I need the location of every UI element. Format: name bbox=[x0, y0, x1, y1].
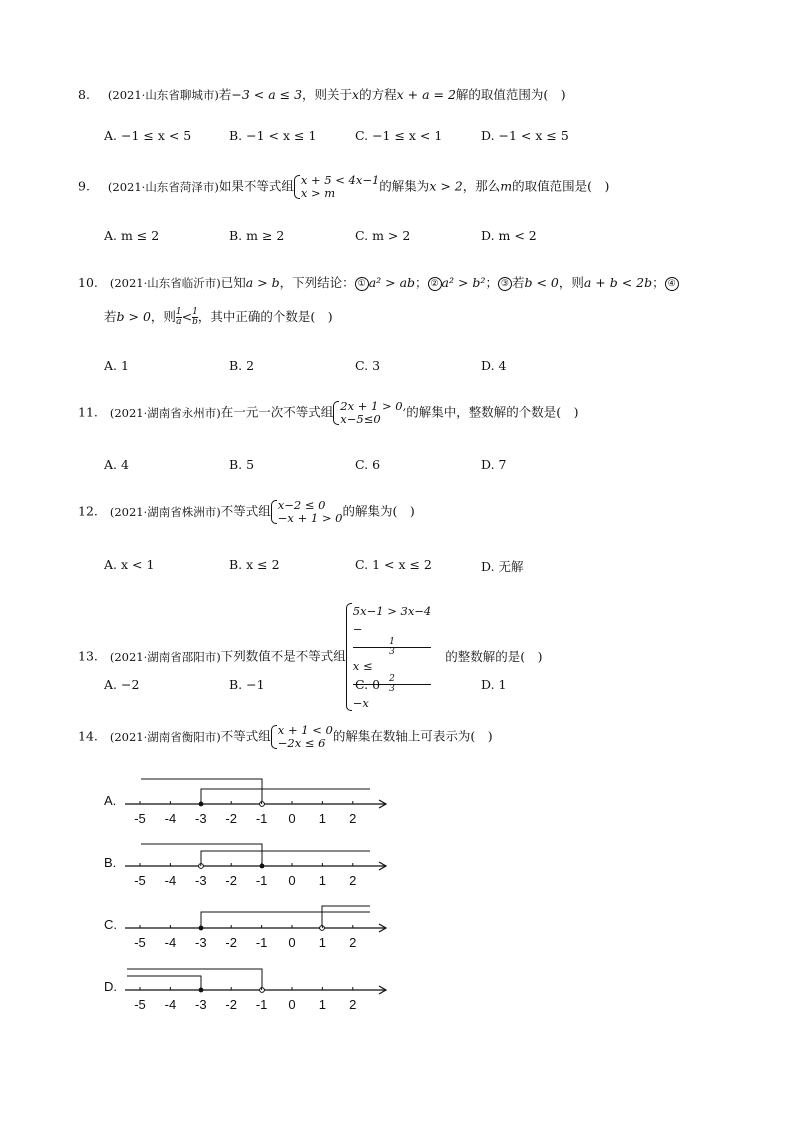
axis-tick-label: -2 bbox=[225, 873, 237, 888]
axis-ticks bbox=[134, 801, 356, 826]
q13-tail: −x bbox=[352, 696, 369, 710]
region-line bbox=[201, 851, 370, 866]
q13-middle: x ≤ bbox=[352, 659, 373, 673]
q9-system-line-1: x + 5 < 4x−1 bbox=[300, 173, 380, 187]
axis-tick-label: 0 bbox=[288, 935, 296, 950]
q8-condition: −3 < a ≤ 3 bbox=[231, 87, 303, 102]
q10-text-7: ，其中正确的个数是( ) bbox=[197, 309, 333, 324]
axis-tick-label: 1 bbox=[318, 935, 327, 950]
q14 bbox=[78, 724, 493, 750]
axis-tick-label: -2 bbox=[225, 997, 237, 1012]
q9-system-line-2: x > m bbox=[300, 186, 336, 200]
q12-option-c[interactable]: C. 1 < x ≤ 2 bbox=[355, 557, 432, 572]
q10-sep-3: ； bbox=[652, 275, 665, 290]
q14-source: (2021·湖南省衡阳市) bbox=[109, 729, 221, 744]
q10-sep-2: ； bbox=[485, 275, 498, 290]
q12-number: 12. bbox=[78, 503, 98, 519]
q13 bbox=[78, 602, 543, 712]
q11-option-a[interactable]: A. 4 bbox=[104, 457, 129, 472]
q8-option-a[interactable]: A. −1 ≤ x < 5 bbox=[104, 128, 192, 143]
q10-circle-2: ② bbox=[428, 277, 442, 291]
q10-line-1 bbox=[78, 273, 679, 291]
q8-number: 8. bbox=[78, 87, 90, 102]
q8-option-b[interactable]: B. −1 < x ≤ 1 bbox=[229, 128, 317, 143]
q11-text-2: 的解集中，整数解的个数是( ) bbox=[406, 404, 579, 420]
q9 bbox=[78, 174, 609, 200]
q14-label-d: D. bbox=[104, 979, 117, 994]
axis-tick-label: -2 bbox=[225, 935, 237, 950]
axis-tick-label: 2 bbox=[349, 935, 357, 950]
axis-tick-label: -3 bbox=[195, 935, 207, 950]
q10-fraction-a-den: a bbox=[176, 317, 182, 327]
q8-equation: x + a = 2 bbox=[396, 87, 456, 102]
q10-conclusion-3a: b < 0 bbox=[524, 275, 559, 290]
q10-text-2: ，下列结论： bbox=[279, 275, 355, 290]
q10-source: (2021·山东省临沂市) bbox=[109, 276, 221, 290]
q11-option-b[interactable]: B. 5 bbox=[229, 457, 255, 472]
axis-tick-label: -3 bbox=[195, 811, 207, 826]
q8-text-3: 的方程 bbox=[359, 87, 397, 102]
q11-inequality-system bbox=[333, 400, 406, 426]
axis-tick-label: -4 bbox=[164, 997, 177, 1012]
axis-tick-label: -4 bbox=[164, 811, 177, 826]
region-line bbox=[201, 912, 370, 928]
q9-option-d[interactable]: D. m < 2 bbox=[481, 228, 537, 243]
axis-tick-label: -5 bbox=[134, 935, 146, 950]
q10-fraction-b-den: b bbox=[192, 317, 198, 327]
q14-system-line-2: −2x ≤ 6 bbox=[277, 736, 326, 750]
q14-system-line-1: x + 1 < 0 bbox=[277, 723, 333, 737]
q10-number: 10. bbox=[78, 275, 98, 290]
q14-number-lines bbox=[0, 770, 420, 1020]
q12-source: (2021·湖南省株洲市) bbox=[109, 504, 221, 519]
q9-solution: x > 2 bbox=[429, 178, 463, 194]
q10-option-c[interactable]: C. 3 bbox=[355, 358, 381, 373]
axis-tick-label: -1 bbox=[255, 811, 268, 826]
axis-tick-label: -3 bbox=[195, 997, 207, 1012]
q13-text-2: 的整数解的是( ) bbox=[445, 648, 543, 664]
q13-fraction-1-num: 1 bbox=[353, 638, 431, 648]
q10-sep-1: ； bbox=[415, 275, 428, 290]
region-line bbox=[201, 789, 370, 804]
q14-label-c: C. bbox=[104, 917, 117, 932]
q12-option-d[interactable]: D. 无解 bbox=[481, 559, 524, 574]
q13-fraction-2-den: 3 bbox=[389, 684, 395, 694]
region-line bbox=[322, 906, 370, 928]
axis-tick-label: 0 bbox=[288, 811, 296, 826]
q9-text-3: ，那么 bbox=[462, 178, 501, 194]
axis-tick-label: -4 bbox=[164, 873, 177, 888]
q10-circle-3: ③ bbox=[498, 277, 512, 291]
q13-source: (2021·湖南省邵阳市) bbox=[109, 649, 221, 664]
q11-number: 11. bbox=[78, 404, 98, 420]
q14-option-b[interactable] bbox=[104, 844, 386, 888]
q14-text-2: 的解集在数轴上可表示为( ) bbox=[332, 728, 493, 744]
q14-label-a: A. bbox=[104, 793, 117, 808]
q11-source: (2021·湖南省永州市) bbox=[109, 405, 221, 420]
q9-option-b[interactable]: B. m ≥ 2 bbox=[229, 228, 285, 243]
q8-variable: x bbox=[352, 87, 360, 102]
q13-fraction-2-num: 2 bbox=[353, 675, 431, 685]
q11-option-c[interactable]: C. 6 bbox=[355, 457, 381, 472]
q10-conclusion-1: a² > ab bbox=[368, 275, 416, 290]
q9-option-a[interactable]: A. m ≤ 2 bbox=[104, 228, 160, 243]
q9-number: 9. bbox=[78, 178, 90, 194]
q14-option-a[interactable] bbox=[104, 779, 386, 826]
q8-source: (2021·山东省聊城市) bbox=[107, 88, 219, 102]
q10-fraction-a-num: 1 bbox=[175, 307, 182, 317]
q12-system-line-1: x−2 ≤ 0 bbox=[277, 498, 326, 512]
q10-option-b[interactable]: B. 2 bbox=[229, 358, 255, 373]
q10-condition: a > b bbox=[245, 275, 280, 290]
q13-text-1: 下列数值不是不等式组 bbox=[220, 648, 346, 664]
q14-number: 14. bbox=[78, 728, 98, 744]
q8-text-4: 解的取值范围为( ) bbox=[455, 87, 566, 102]
q10-conclusion-4a: b > 0 bbox=[116, 309, 151, 324]
q10-text-3: 若 bbox=[511, 275, 525, 290]
q12-text-2: 的解集为( ) bbox=[342, 503, 415, 519]
axis-tick-label: -5 bbox=[134, 811, 146, 826]
q8-option-d[interactable]: D. −1 < x ≤ 5 bbox=[481, 128, 569, 143]
q10-less-than: < bbox=[181, 309, 193, 324]
q12-text-1: 不等式组 bbox=[220, 503, 271, 519]
region-line bbox=[127, 969, 262, 990]
q13-option-c[interactable]: C. 0 bbox=[355, 677, 381, 692]
q10-option-d[interactable]: D. 4 bbox=[481, 358, 507, 373]
q9-source: (2021·山东省菏泽市) bbox=[107, 179, 219, 194]
axis-tick-label: 2 bbox=[349, 997, 357, 1012]
q13-fraction-1 bbox=[353, 638, 431, 657]
q14-option-c[interactable] bbox=[104, 906, 386, 950]
q9-text-1: 如果不等式组 bbox=[218, 178, 294, 194]
q9-option-c[interactable]: C. m > 2 bbox=[355, 228, 411, 243]
q8-text-2: ，则关于 bbox=[302, 87, 353, 102]
axis-tick-label: 0 bbox=[288, 873, 296, 888]
q13-system-line-2 bbox=[353, 620, 431, 712]
q12-system-line-2: −x + 1 > 0 bbox=[277, 511, 343, 525]
q11-option-d[interactable]: D. 7 bbox=[481, 457, 507, 472]
axis-tick-label: 2 bbox=[349, 873, 357, 888]
axis-tick-label: -1 bbox=[255, 935, 268, 950]
q8-text-1: 若 bbox=[218, 87, 232, 102]
axis-tick-label: -5 bbox=[134, 873, 146, 888]
q13-fraction-1-den: 3 bbox=[389, 647, 395, 657]
axis-tick-label: -5 bbox=[134, 997, 146, 1012]
q9-text-2: 的解集为 bbox=[379, 178, 430, 194]
q10-text-1: 已知 bbox=[220, 275, 246, 290]
q10-conclusion-2: a² > b² bbox=[441, 275, 486, 290]
q10-text-3b: ，则 bbox=[558, 275, 584, 290]
axis-tick-label: 1 bbox=[318, 873, 327, 888]
region-line bbox=[127, 976, 201, 990]
axis-tick-label: -3 bbox=[195, 873, 207, 888]
q14-text-1: 不等式组 bbox=[220, 728, 271, 744]
q10-circle-4: ④ bbox=[665, 277, 679, 291]
q10-line-2 bbox=[104, 307, 333, 327]
q10-conclusion-3b: a + b < 2b bbox=[583, 275, 653, 290]
axis-tick-label: 0 bbox=[288, 997, 296, 1012]
axis-tick-label: 2 bbox=[349, 811, 357, 826]
axis-ticks bbox=[134, 863, 356, 888]
axis-tick-label: -4 bbox=[164, 935, 177, 950]
axis-tick-label: -1 bbox=[255, 997, 268, 1012]
axis-tick-label: 1 bbox=[318, 811, 327, 826]
q9-variable: m bbox=[500, 178, 513, 194]
q8 bbox=[78, 85, 566, 103]
q14-inequality-system bbox=[271, 724, 333, 750]
q12-inequality-system bbox=[271, 499, 343, 525]
q8-option-c[interactable]: C. −1 ≤ x < 1 bbox=[355, 128, 443, 143]
axis-tick-label: -1 bbox=[255, 873, 268, 888]
q10-text-6: ，则 bbox=[150, 309, 176, 324]
q14-option-d[interactable] bbox=[104, 969, 386, 1012]
q13-system-line-1: 5x−1 > 3x−4 bbox=[352, 604, 432, 618]
q11-system-line-2: x−5≤0 bbox=[340, 412, 381, 426]
q13-option-d[interactable]: D. 1 bbox=[481, 677, 507, 692]
q13-option-a[interactable]: A. −2 bbox=[104, 677, 140, 692]
q11-text-1: 在一元一次不等式组 bbox=[220, 404, 334, 420]
axis-ticks bbox=[134, 987, 356, 1012]
axis-tick-label: -2 bbox=[225, 811, 237, 826]
q13-number: 13. bbox=[78, 648, 98, 664]
q12-option-b[interactable]: B. x ≤ 2 bbox=[229, 557, 280, 572]
q13-minus: − bbox=[352, 622, 363, 636]
q9-inequality-system bbox=[294, 174, 379, 200]
q13-option-b[interactable]: B. −1 bbox=[229, 677, 265, 692]
q10-circle-1: ① bbox=[355, 277, 369, 291]
q10-option-a[interactable]: A. 1 bbox=[104, 358, 129, 373]
q9-text-4: 的取值范围是( ) bbox=[512, 178, 610, 194]
q11 bbox=[78, 400, 579, 426]
q14-label-b: B. bbox=[104, 855, 117, 870]
q13-inequality-system bbox=[346, 602, 431, 712]
axis-tick-label: 1 bbox=[318, 997, 327, 1012]
q12 bbox=[78, 499, 415, 525]
q10-fraction-b-num: 1 bbox=[192, 307, 198, 317]
q12-option-a[interactable]: A. x < 1 bbox=[104, 557, 155, 572]
q10-text-5: 若 bbox=[104, 309, 117, 324]
q11-system-line-1: 2x + 1 > 0, bbox=[340, 399, 407, 413]
